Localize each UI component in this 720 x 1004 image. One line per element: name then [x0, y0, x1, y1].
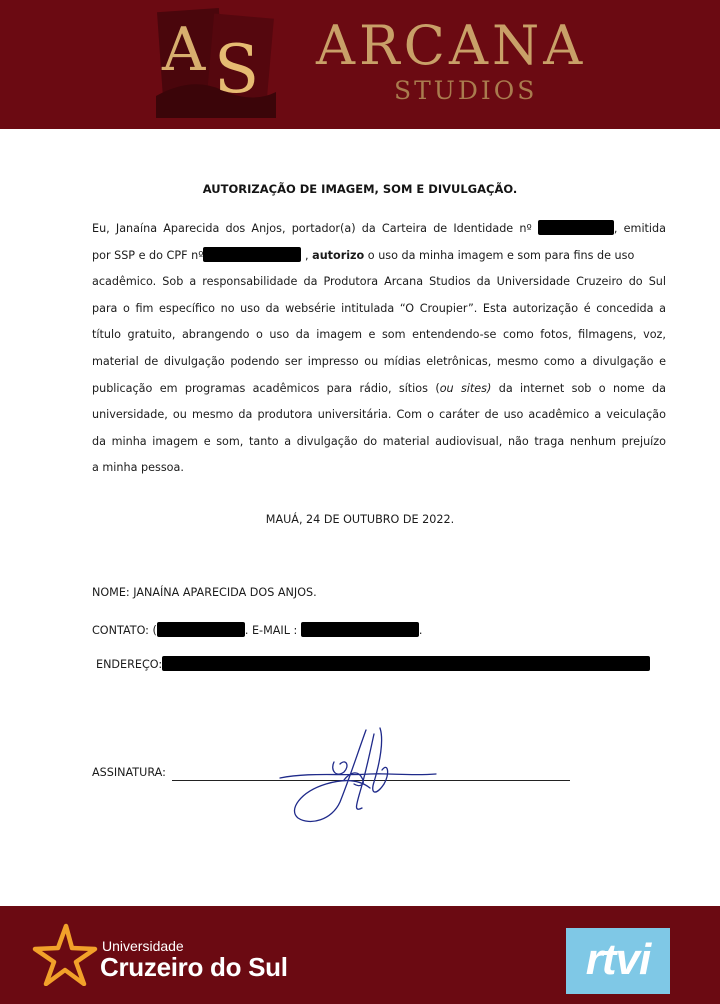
paragraph-line: a minha pessoa.	[92, 461, 184, 475]
paragraph-line: universidade, ou mesmo da produtora universitária. Com o caráter de uso acadêmico a veiculação	[92, 408, 666, 422]
paragraph-line: acadêmico. Sob a responsabilidade da Produtora Arcana Studios da Universidade Cruzeiro do Sul	[92, 275, 666, 289]
paragraph-line: da minha imagem e som, tanto a divulgação do material audiovisual, não traga nenhum prejuízo	[92, 434, 666, 448]
university-name: Cruzeiro do Sul	[100, 952, 288, 982]
paragraph-line: para o fim específico no uso da websérie intitulada “O Croupier”. Esta autorização é concedida a	[92, 301, 666, 315]
paragraph-line: título gratuito, abrangendo o uso da imagem e som entendendo-se como fotos, filmagens, voz,	[92, 328, 666, 342]
text-segment: Eu, Janaína Aparecida dos Anjos, portador(a) da Carteira de Identidade nº	[92, 222, 532, 235]
authorization-paragraph	[92, 216, 666, 482]
document-title: AUTORIZAÇÃO DE IMAGEM, SOM E DIVULGAÇÃO.	[202, 182, 518, 196]
header-banner	[0, 0, 720, 129]
signature-label: ASSINATURA:	[92, 766, 166, 779]
contact-field	[92, 622, 422, 637]
text-segment: o uso da minha imagem e som para fins de uso	[364, 248, 635, 262]
brand-subtitle: STUDIOS	[394, 76, 538, 105]
redacted-cpf-number	[203, 247, 301, 262]
paragraph-line	[92, 243, 666, 270]
redacted-email	[301, 622, 419, 637]
address-label: ENDEREÇO:	[96, 658, 163, 671]
text-italic: ou sites)	[439, 381, 492, 395]
email-end: .	[418, 624, 423, 637]
paragraph-line	[92, 216, 666, 243]
handwritten-signature	[270, 722, 450, 832]
rtvi-logo: rtvi	[585, 935, 651, 984]
text-segment: publicação em programas acadêmicos para rádio, sítios (	[92, 381, 440, 395]
ucs-star-icon	[32, 922, 98, 986]
redacted-id-number	[538, 220, 614, 235]
arcana-studios-logo	[152, 6, 280, 122]
text-segment: , emitida	[613, 222, 666, 235]
name-field: NOME: JANAÍNA APARECIDA DOS ANJOS.	[92, 586, 317, 599]
address-field	[96, 656, 650, 671]
redacted-address	[162, 656, 650, 671]
contact-label: CONTATO: (	[92, 624, 157, 637]
place-and-date: MAUÁ, 24 DE OUTUBRO DE 2022.	[265, 513, 455, 526]
svg-text:S: S	[214, 31, 260, 108]
svg-text:A: A	[162, 15, 206, 85]
university-label: Universidade	[102, 938, 184, 954]
email-label: . E-MAIL :	[244, 624, 298, 637]
paragraph-line	[92, 376, 666, 403]
paragraph-line: material de divulgação podendo ser impresso ou mídias eletrônicas, mesmo como a divulgação e	[92, 354, 666, 368]
text-segment: por SSP e do CPF nº	[92, 248, 204, 262]
redacted-phone	[157, 622, 245, 637]
brand-name: ARCANA	[316, 14, 587, 77]
text-segment: da internet sob o nome da	[491, 381, 666, 395]
text-segment: ,	[301, 248, 313, 262]
text-bold: autorizo	[312, 248, 365, 262]
